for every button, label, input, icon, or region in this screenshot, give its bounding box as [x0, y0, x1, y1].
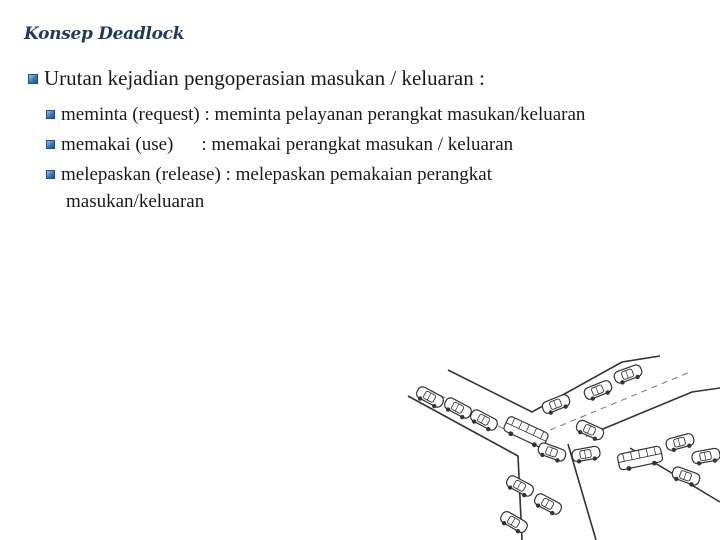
sub-bullet-term: memakai (use)	[61, 134, 174, 155]
slide-title: Konsep Deadlock	[24, 24, 185, 44]
sub-bullet-term: melepaskan (release)	[61, 164, 221, 185]
bullet-icon	[46, 140, 55, 149]
bullet-icon	[46, 170, 55, 179]
bullet-icon	[46, 110, 55, 119]
sub-bullet-request	[46, 104, 585, 126]
sub-bullet-desc: : meminta pelayanan perangkat masukan/keluaran	[204, 104, 586, 125]
main-bullet-text: Urutan kejadian pengoperasian masukan / keluaran :	[44, 66, 485, 90]
sub-bullet-use	[46, 134, 513, 156]
sub-bullet-release-continuation: masukan/keluaran	[66, 191, 205, 212]
bullet-icon	[28, 74, 38, 84]
sub-bullet-release	[46, 164, 492, 186]
sub-bullet-desc: : melepaskan pemakaian perangkat	[225, 164, 492, 185]
traffic-deadlock-illustration	[400, 352, 720, 540]
sub-bullet-desc: : memakai perangkat masukan / keluaran	[201, 134, 514, 155]
sub-bullet-term: meminta (request)	[61, 104, 200, 125]
main-bullet	[28, 66, 485, 91]
